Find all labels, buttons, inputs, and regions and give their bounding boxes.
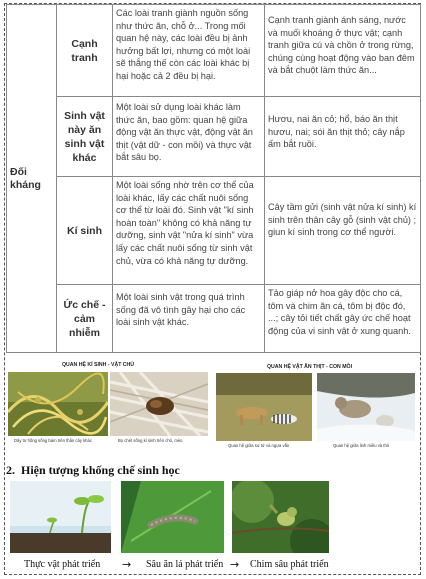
group-label-cell: Đối kháng (7, 5, 57, 353)
relation-examples: Tảo giáp nở hoa gây độc cho cá, tôm và chim ăn cá, tôm bị độc đó, ...; cây tỏi tiết chất gây ức chế hoạt động của vi sinh vật ở xung quanh. (265, 285, 421, 353)
table-row (7, 97, 421, 177)
table-row (7, 285, 421, 353)
predator-prey-title: QUAN HỆ VẬT ĂN THỊT - CON MỒI (267, 364, 353, 370)
relation-type: Ức chế - cảm nhiễm (57, 285, 113, 353)
photo-caption: Bọ chét sống kí sinh trên chó, mèo (118, 438, 183, 443)
seedling-photo (10, 481, 111, 553)
relation-type: Cạnh tranh (57, 5, 113, 97)
relationship-table (6, 4, 421, 353)
relation-definition: Các loài tranh giành nguồn sống như thức ăn, chỗ ở... Trong mối quan hệ này, các loài đều bị ảnh hưởng bất lợi, nhưng có một loài sẽ thắng thế còn các loài khác bị hại hoặc cả 2 đều bị hại. (113, 5, 265, 97)
arrow-icon: → (230, 558, 240, 571)
photo-caption: Dây tơ hồng sống bám trên thân cây khác (14, 438, 92, 443)
photo-caption: Quan hệ giữa linh miêu và thỏ (333, 443, 390, 448)
flea-photo (110, 372, 208, 436)
relation-definition: Một loài sinh vật trong quá trình sống đã vô tình gây hại cho các loài sinh vật khác. (113, 285, 265, 353)
lion-zebra-photo (216, 373, 312, 441)
relation-examples: Hươu, nai ăn cỏ; hổ, báo ăn thịt hươu, nai; sói ăn thịt thỏ; cây nắp ấm bắt ruồi. (265, 97, 421, 177)
photo-caption: Thực vật phát triển (24, 559, 101, 570)
caterpillar-photo (121, 481, 224, 553)
bird-photo (232, 481, 329, 553)
parasite-host-title: QUAN HỆ KÍ SINH - VẬT CHỦ (62, 362, 135, 368)
arrow-icon: → (122, 558, 132, 571)
table-row (7, 177, 421, 285)
section-number: 2. (6, 463, 15, 477)
dodder-photo (8, 372, 108, 436)
photo-caption: Sâu ăn lá phát triển (146, 559, 224, 570)
table-row (7, 5, 421, 97)
section-title: Hiện tượng khống chế sinh học (21, 463, 180, 477)
section-heading (6, 463, 180, 478)
relation-definition: Một loài sống nhờ trên cơ thể của loài khác, lấy các chất nuôi sống cơ thể từ loài đó. Sinh vật "kí sinh hoàn toàn" không có khả năng tự dưỡng, sinh vật "nửa kí sinh" vừa lấy các chất nuôi sống từ sinh vật chủ, vừa có khả năng tự dưỡng. (113, 177, 265, 285)
photo-caption: Chim sâu phát triển (250, 559, 329, 570)
relation-definition: Một loài sử dụng loài khác làm thức ăn, bao gồm: quan hệ giữa động vật ăn thực vật, động vật ăn thịt (vật dữ - con mồi) và thực vật bắt sâu bọ. (113, 97, 265, 177)
relation-type: Sinh vật này ăn sinh vật khác (57, 97, 113, 177)
photo-caption: Quan hệ giữa sư tử và ngựa vằn (228, 443, 290, 448)
relation-examples: Cạnh tranh giành ánh sáng, nước và muối khoáng ở thực vật; cạnh tranh giữa cú và chồn ở trong rừng, chúng cùng hoạt động vào ban đêm và bắt chuột làm thức ăn... (265, 5, 421, 97)
relation-examples: Cây tầm gửi (sinh vật nửa kí sinh) kí sinh trên thân cây gỗ (sinh vật chủ) ; giun kí sinh trong cơ thể người. (265, 177, 421, 285)
relation-type: Kí sinh (57, 177, 113, 285)
lynx-hare-photo (317, 373, 415, 441)
